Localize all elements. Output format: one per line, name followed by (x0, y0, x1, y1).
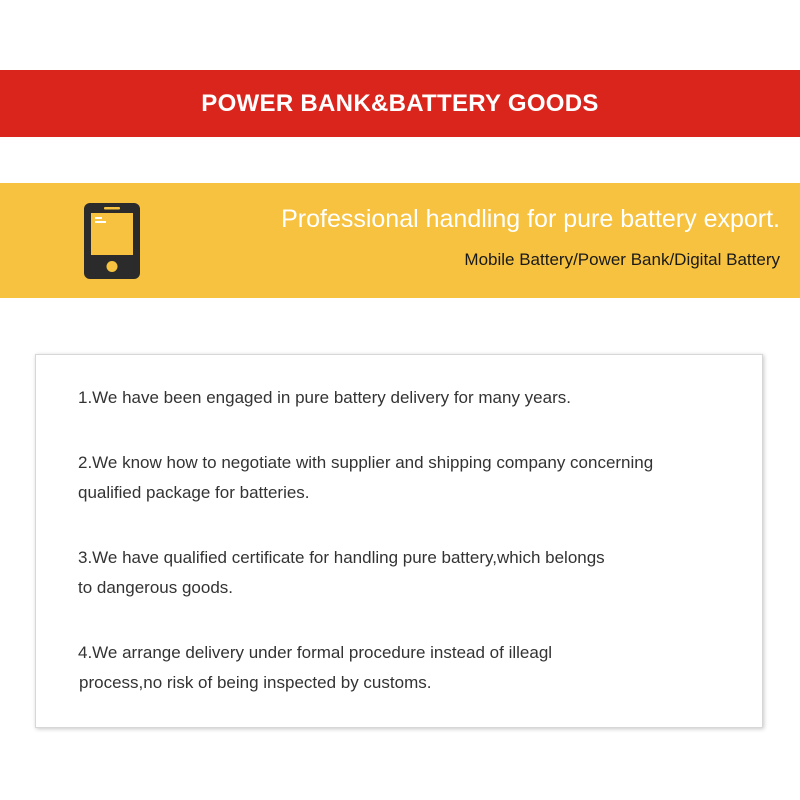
screen-line (95, 221, 106, 223)
point-line: qualified package for batteries. (78, 483, 310, 502)
point-line: 1.We have been engaged in pure battery delivery for many years. (78, 388, 571, 407)
mobile-phone-icon (84, 203, 140, 279)
banner-title: POWER BANK&BATTERY GOODS (201, 89, 599, 117)
point-line: 2.We know how to negotiate with supplier and shipping company concerning (78, 453, 654, 472)
screen-line (95, 217, 102, 219)
service-points-card (35, 354, 763, 728)
service-point-4 (78, 638, 738, 698)
point-line: to dangerous goods. (78, 578, 234, 597)
title-banner (0, 70, 800, 137)
service-point-3 (78, 543, 738, 603)
phone-screen (91, 213, 133, 255)
promo-headline: Professional handling for pure battery export. (281, 205, 780, 233)
point-line: 4.We arrange delivery under formal procedure instead of illeagl (78, 643, 553, 662)
point-line: process,no risk of being inspected by customs. (79, 673, 432, 692)
service-point-2 (78, 448, 738, 508)
service-point-1 (78, 383, 738, 413)
promo-subline: Mobile Battery/Power Bank/Digital Battery (464, 250, 780, 269)
phone-home-button (107, 261, 118, 272)
phone-speaker (104, 207, 120, 210)
point-line: 3.We have qualified certificate for handling pure battery,which belongs (78, 548, 605, 567)
